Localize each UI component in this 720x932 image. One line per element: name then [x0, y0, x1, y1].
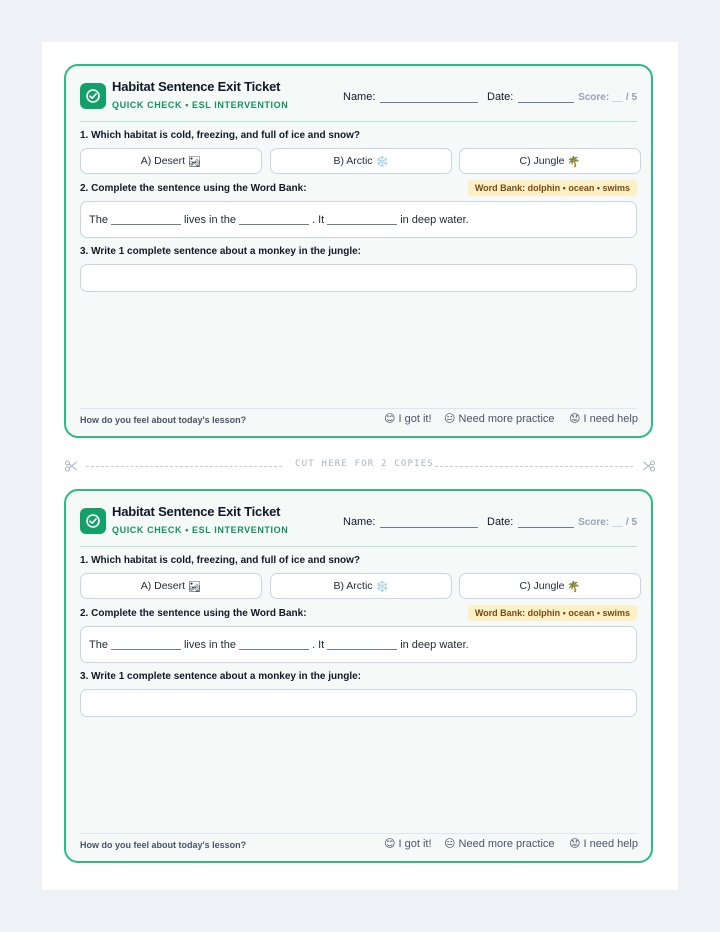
feedback-label: I got it!	[398, 413, 432, 425]
option-label: C) Jungle	[519, 155, 565, 167]
sentence-part: lives in the	[183, 213, 236, 226]
cut-line-label: CUT HERE FOR 2 COPIES	[295, 459, 434, 469]
feedback-need-help[interactable]	[569, 412, 638, 425]
question-3-prompt: 3. Write 1 complete sentence about a monkey in the jungle:	[80, 671, 361, 682]
palm-tree-icon: 🌴	[567, 580, 581, 593]
option-desert-button[interactable]	[80, 148, 262, 174]
sentence-part: The	[89, 213, 108, 226]
sentence-completion-box	[80, 201, 637, 238]
desert-icon: 🏜	[187, 155, 202, 168]
snowflake-icon: ❄️	[375, 155, 389, 168]
ticket-subtitle: QUICK CHECK • ESL INTERVENTION	[112, 100, 289, 110]
blank-1-field[interactable]	[111, 214, 181, 225]
date-label: Date:	[487, 91, 514, 103]
sentence-completion-box	[80, 626, 637, 663]
sentence-answer-input[interactable]	[80, 264, 637, 292]
score-label: Score: __ / 5	[578, 92, 637, 103]
blank-3-field[interactable]	[327, 214, 397, 225]
score-label: Score: __ / 5	[578, 517, 637, 528]
feedback-question: How do you feel about today's lesson?	[80, 415, 247, 425]
option-label: C) Jungle	[519, 580, 565, 592]
sentence-part: in deep water.	[400, 638, 469, 651]
neutral-emoji-icon: 😐	[444, 837, 456, 850]
feedback-got-it[interactable]	[384, 837, 432, 850]
sentence-answer-input[interactable]	[80, 689, 637, 717]
sentence-part: . It	[311, 638, 325, 651]
feedback-label: I need help	[583, 838, 638, 850]
name-field[interactable]	[380, 102, 478, 103]
scissors-icon	[642, 459, 656, 473]
cut-line	[64, 459, 656, 473]
option-label: A) Desert	[140, 155, 186, 167]
question-1-prompt: 1. Which habitat is cold, freezing, and full of ice and snow?	[80, 130, 361, 141]
date-field[interactable]	[518, 102, 574, 103]
option-desert-button[interactable]	[80, 573, 262, 599]
worksheet-page	[42, 42, 678, 890]
blank-3-field[interactable]	[327, 639, 397, 650]
smile-emoji-icon: 😊	[384, 412, 396, 425]
name-label: Name:	[343, 516, 376, 528]
footer-divider	[80, 833, 637, 834]
word-bank-badge: Word Bank: dolphin • ocean • swims	[468, 180, 637, 196]
ticket-title: Habitat Sentence Exit Ticket	[112, 504, 281, 519]
scissors-icon	[64, 459, 78, 473]
feedback-more-practice[interactable]	[444, 837, 555, 850]
blank-1-field[interactable]	[111, 639, 181, 650]
feedback-got-it[interactable]	[384, 412, 432, 425]
feedback-need-help[interactable]	[569, 837, 638, 850]
option-jungle-button[interactable]	[459, 573, 641, 599]
option-label: A) Desert	[140, 580, 186, 592]
feedback-label: Need more practice	[458, 838, 555, 850]
cut-dash-right	[435, 466, 633, 467]
header-divider	[80, 546, 637, 547]
header-divider	[80, 121, 637, 122]
question-2-prompt: 2. Complete the sentence using the Word Bank:	[80, 608, 307, 619]
worried-emoji-icon: 😟	[569, 412, 581, 425]
worried-emoji-icon: 😟	[569, 837, 581, 850]
sentence-part: in deep water.	[400, 213, 469, 226]
sentence-part: The	[89, 638, 108, 651]
feedback-question: How do you feel about today's lesson?	[80, 840, 247, 850]
smile-emoji-icon: 😊	[384, 837, 396, 850]
word-bank-badge: Word Bank: dolphin • ocean • swims	[468, 605, 637, 621]
option-jungle-button[interactable]	[459, 148, 641, 174]
date-field[interactable]	[518, 527, 574, 528]
snowflake-icon: ❄️	[375, 580, 389, 593]
question-2-prompt: 2. Complete the sentence using the Word Bank:	[80, 183, 307, 194]
neutral-emoji-icon: 😐	[444, 412, 456, 425]
desert-icon: 🏜	[187, 580, 202, 593]
ticket-title: Habitat Sentence Exit Ticket	[112, 79, 281, 94]
blank-2-field[interactable]	[239, 214, 309, 225]
option-arctic-button[interactable]	[270, 573, 452, 599]
sentence-part: lives in the	[183, 638, 236, 651]
footer-divider	[80, 408, 637, 409]
feedback-more-practice[interactable]	[444, 412, 555, 425]
option-label: B) Arctic	[333, 580, 373, 592]
exit-ticket-copy-1	[64, 64, 653, 438]
sentence-part: . It	[311, 213, 325, 226]
exit-ticket-copy-2	[64, 489, 653, 863]
question-3-prompt: 3. Write 1 complete sentence about a monkey in the jungle:	[80, 246, 361, 257]
option-label: B) Arctic	[333, 155, 373, 167]
feedback-label: I got it!	[398, 838, 432, 850]
question-1-prompt: 1. Which habitat is cold, freezing, and full of ice and snow?	[80, 555, 361, 566]
date-label: Date:	[487, 516, 514, 528]
check-badge-icon	[80, 508, 106, 534]
check-badge-icon	[80, 83, 106, 109]
name-field[interactable]	[380, 527, 478, 528]
name-label: Name:	[343, 91, 376, 103]
blank-2-field[interactable]	[239, 639, 309, 650]
feedback-label: Need more practice	[458, 413, 555, 425]
option-arctic-button[interactable]	[270, 148, 452, 174]
palm-tree-icon: 🌴	[567, 155, 581, 168]
ticket-subtitle: QUICK CHECK • ESL INTERVENTION	[112, 525, 289, 535]
cut-dash-left	[86, 466, 282, 467]
feedback-label: I need help	[583, 413, 638, 425]
